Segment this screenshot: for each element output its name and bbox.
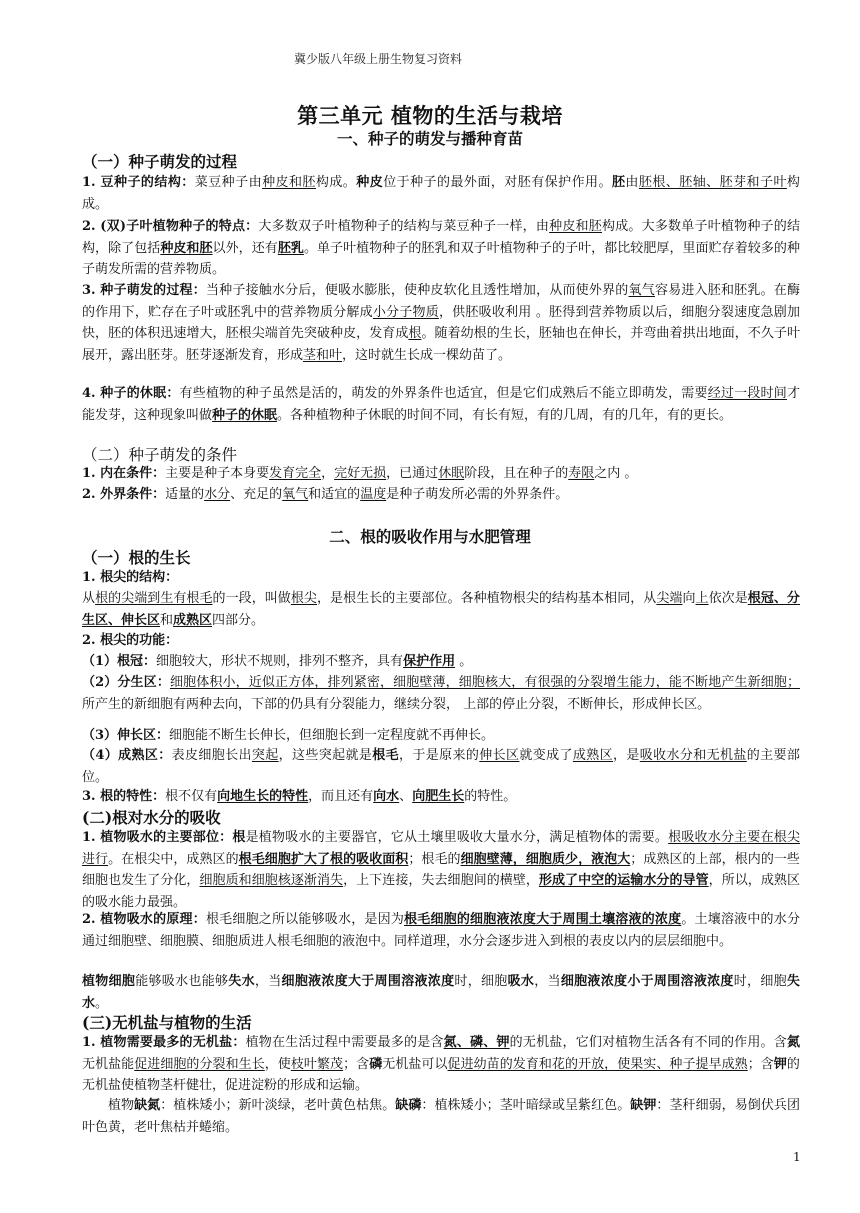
- paragraph-maturation-zone: （4）成熟区：表皮细胞长出突起，这些突起就是根毛，于是原来的伸长区就变成了成熟区，是吸收水分和无机盐的主要部位。: [82, 748, 800, 785]
- section2-title: 二、根的吸收作用与水肥管理: [329, 527, 531, 546]
- paragraph-meristem: （2）分生区：细胞体积小，近似正方体，排列紧密，细胞壁薄，细胞核大，有很强的分裂增生能力，能不断地产生新细胞；所产生的新细胞有两种去向，下部的仍具有分裂能力，继续分裂， 上部的停止分裂，不断伸长，形成伸长区。: [82, 675, 800, 712]
- section1-sub2-title: （二）种子萌发的条件: [82, 446, 238, 464]
- section2-sub1-title: （一）根的生长: [82, 548, 191, 567]
- paragraph-inorganic-salts: 1. 植物需要最多的无机盐：植物在生活过程中需要最多的是含氮、磷、钾的无机盐，它们对植物生活各有不同的作用。含氮无机盐能促进细胞的分裂和生长，使枝叶繁茂；含磷无机盐可以促进幼苗的发育和花的开放，使果实、种子提早成熟；含钾的无机盐使植物茎杆健壮，促进淀粉的形成和运输。: [82, 1035, 800, 1093]
- paragraph-root-tip-function-lead: 2. 根尖的功能：: [82, 633, 179, 648]
- paragraph-root-cap: （1）根冠：细胞较大，形状不规则，排列不整齐，具有保护作用 。: [82, 654, 473, 669]
- paragraph-root-tip-structure: 从根的尖端到生有根毛的一段，叫做根尖，是根生长的主要部位。各种植物根尖的结构基本相同，从尖端向上依次是根冠、分生区、伸长区和成熟区四部分。: [82, 591, 800, 628]
- section1-sub1-title: （一）种子萌发的过程: [82, 152, 238, 171]
- paragraph-water-absorption-site: 1. 植物吸水的主要部位：根是植物吸水的主要器官，它从土壤里吸收大量水分，满足植物体的需要。根吸收水分主要在根尖进行。在根尖中，成熟区的根毛细胞扩大了根的吸收面积；根毛的细胞壁薄，细胞质少，液泡大；成熟区的上部，根内的一些细胞也发生了分化，细胞质和细胞核逐渐消失，上下连接，失去细胞间的横壁，形成了中空的运输水分的导管，所以，成熟区的吸水能力最强。: [82, 830, 800, 910]
- paragraph-root-tip-structure-lead: 1. 根尖的结构：: [82, 570, 179, 585]
- section2-sub2-title: (二)根对水分的吸收: [82, 808, 221, 827]
- section2-sub3-title: (三)无机盐与植物的生活: [82, 1013, 252, 1032]
- unit-title: 第三单元 植物的生活与栽培: [297, 103, 563, 128]
- page-number: 1: [793, 1150, 801, 1164]
- paragraph-internal-conditions: 1. 内在条件：主要是种子本身要发育完全，完好无损，已通过休眠阶段，且在种子的寿限之内 。: [82, 466, 638, 481]
- paragraph-germination-process: 3. 种子萌发的过程：当种子接触水分后，便吸水膨胀，使种皮软化且透性增加，从而使外界的氧气容易进入胚和胚乳。在酶的作用下，贮存在子叶或胚乳中的营养物质分解成小分子物质，供胚吸收利用 。胚得到营养物质以后，细胞分裂速度急剧加快，胚的体积迅速增大，胚根尖端首先突破种皮，发育成根。随着幼根的生长，胚轴也在伸长，并弯曲着拱出地面，不久子叶展开，露出胚芽。胚芽逐渐发育，形成茎和叶，这时就生长成一棵幼苗了。: [82, 283, 800, 363]
- paragraph-elongation-zone: （3）伸长区：细胞能不断生长伸长，但细胞长到一定程度就不再伸长。: [82, 728, 495, 743]
- paragraph-dicot-seed-features: 2. (双)子叶植物种子的特点：大多数双子叶植物种子的结构与菜豆种子一样，由种皮和胚构成。大多数单子叶植物种子的结构，除了包括种皮和胚以外，还有胚乳。单子叶植物种子的胚乳和双子叶植物种子的子叶，都比较肥厚，里面贮存着较多的种子萌发所需的营养物质。: [82, 219, 800, 277]
- page-header: 冀少版八年级上册生物复习资料: [294, 52, 463, 66]
- paragraph-external-conditions: 2. 外界条件：适量的水分、充足的氧气和适宜的温度是种子萌发所必需的外界条件。: [82, 487, 569, 502]
- paragraph-seed-dormancy: 4. 种子的休眠：有些植物的种子虽然是活的，萌发的外界条件也适宜，但是它们成熟后不能立即萌发，需要经过一段时间才能发芽，这种现象叫做种子的休眠。各种植物种子休眠的时间不同，有长有短，有的几周，有的几年，有的更长。: [82, 386, 800, 423]
- paragraph-root-properties: 3. 根的特性：根不仅有向地生长的特性，而且还有向水、向肥生长的特性。: [82, 789, 517, 804]
- paragraph-water-absorption-principle: 2. 植物吸水的原理：根毛细胞之所以能够吸水，是因为根毛细胞的细胞液浓度大于周围土壤溶液的浓度。土壤溶液中的水分通过细胞壁、细胞膜、细胞质进人根毛细胞的液泡中。同样道理，水分会逐步进入到根的表皮以内的层层细胞中。: [82, 912, 800, 949]
- paragraph-bean-seed-structure: 1. 豆种子的结构：菜豆种子由种皮和胚构成。种皮位于种子的最外面，对胚有保护作用。胚由胚根、胚轴、胚芽和子叶构成。: [82, 175, 800, 212]
- paragraph-nutrient-deficiency: 植物缺氮：植株矮小；新叶淡绿，老叶黄色枯焦。缺磷：植株矮小；茎叶暗绿或呈紫红色。缺钾：茎秆细弱，易倒伏兵团叶色黄，老叶焦枯并蜷缩。: [82, 1098, 800, 1135]
- paragraph-cell-water-exchange: 植物细胞能够吸水也能够失水，当细胞液浓度大于周围溶液浓度时，细胞吸水，当细胞液浓度小于周围溶液浓度时，细胞失水。: [82, 974, 800, 1011]
- section1-title: 一、种子的萌发与播种育苗: [336, 129, 523, 148]
